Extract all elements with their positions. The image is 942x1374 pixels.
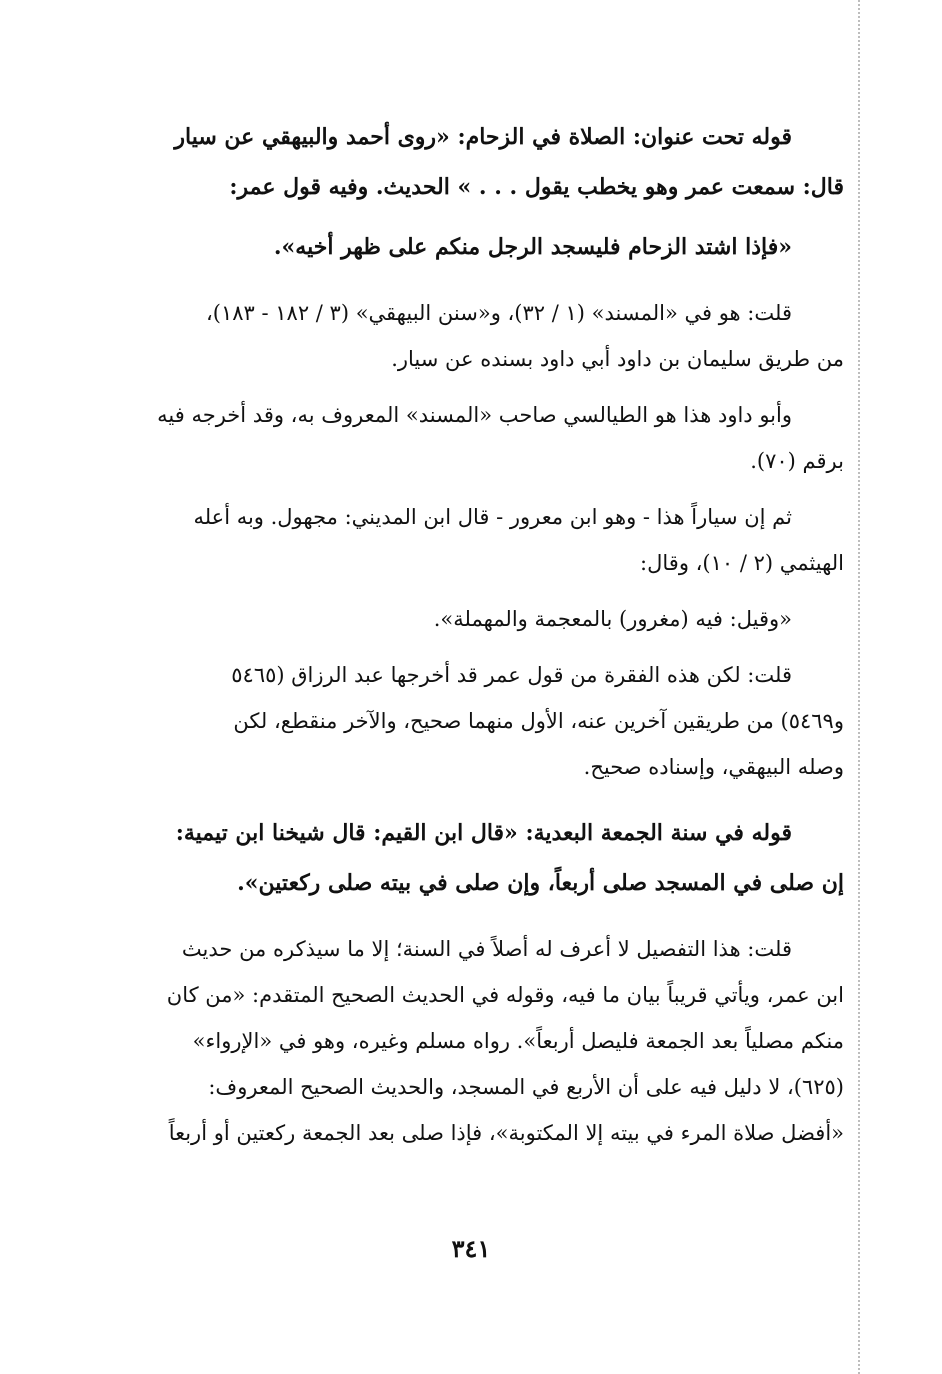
paragraph	[104, 290, 844, 382]
text-line: قلت: هذا التفصيل لا أعرف له أصلاً في السنة؛ إلا ما سيذكره من حديث	[181, 937, 792, 961]
text-line: وصله البيهقي، وإسناده صحيح.	[583, 755, 844, 779]
text-line: وأبو داود هذا هو الطيالسي صاحب «المسند» المعروف به، وقد أخرجه فيه	[157, 403, 792, 427]
paragraph	[104, 222, 844, 272]
text-line: قوله في سنة الجمعة البعدية: «قال ابن القيم: قال شيخنا ابن تيمية:	[175, 820, 792, 846]
text-line: منكم مصلياً بعد الجمعة فليصل أربعاً». رواه مسلم وغيره، وهو في «الإرواء»	[192, 1029, 844, 1053]
paragraph	[104, 926, 844, 1156]
text-line: الهيثمي (٢ / ١٠)، وقال:	[640, 551, 844, 575]
text-line: «وقيل: فيه (مغرور) بالمعجمة والمهملة».	[433, 607, 792, 631]
text-line: إن صلى في المسجد صلى أربعاً، وإن صلى في بيته صلى ركعتين».	[237, 870, 844, 896]
text-line: (٦٢٥)، لا دليل فيه على أن الأربع في المسجد، والحديث الصحيح المعروف:	[208, 1075, 844, 1099]
paragraph	[104, 652, 844, 790]
text-line: ثم إن سياراً هذا - وهو ابن معرور - قال ابن المديني: مجهول. وبه أعله	[193, 505, 792, 529]
text-line: «فإذا اشتد الزحام فليسجد الرجل منكم على ظهر أخيه».	[273, 234, 792, 260]
text-line: و٥٤٦٩) من طريقين آخرين عنه، الأول منهما صحيح، والآخر منقطع، لكن	[233, 709, 844, 733]
text-line: قوله تحت عنوان: الصلاة في الزحام: «روى أحمد والبيهقي عن سيار	[174, 124, 792, 150]
paragraph	[104, 808, 844, 908]
text-line: من طريق سليمان بن داود أبي داود بسنده عن سيار.	[391, 347, 844, 371]
text-line: برقم (٧٠).	[750, 449, 844, 473]
paragraph	[104, 392, 844, 484]
text-line: قال: سمعت عمر وهو يخطب يقول . . . » الحديث. وفيه قول عمر:	[229, 174, 844, 200]
text-line: «أفضل صلاة المرء في بيته إلا المكتوبة»، فإذا صلى بعد الجمعة ركعتين أو أربعاً	[168, 1121, 844, 1145]
text-line: قلت: لكن هذه الفقرة من قول عمر قد أخرجها عبد الرزاق (٥٤٦٥	[231, 663, 792, 687]
paragraph	[104, 494, 844, 586]
page-body	[104, 112, 844, 1272]
paragraph	[104, 596, 844, 642]
text-line: ابن عمر، ويأتي قريباً بيان ما فيه، وقوله في الحديث الصحيح المتقدم: «من كان	[166, 983, 844, 1007]
text-line: قلت: هو في «المسند» (١ / ٣٢)، و«سنن البيهقي» (٣ / ١٨٢ - ١٨٣)،	[205, 301, 792, 325]
page-number: ٣٤١	[451, 1234, 491, 1263]
paragraph	[104, 112, 844, 212]
margin-dotted-rule	[858, 0, 860, 1374]
